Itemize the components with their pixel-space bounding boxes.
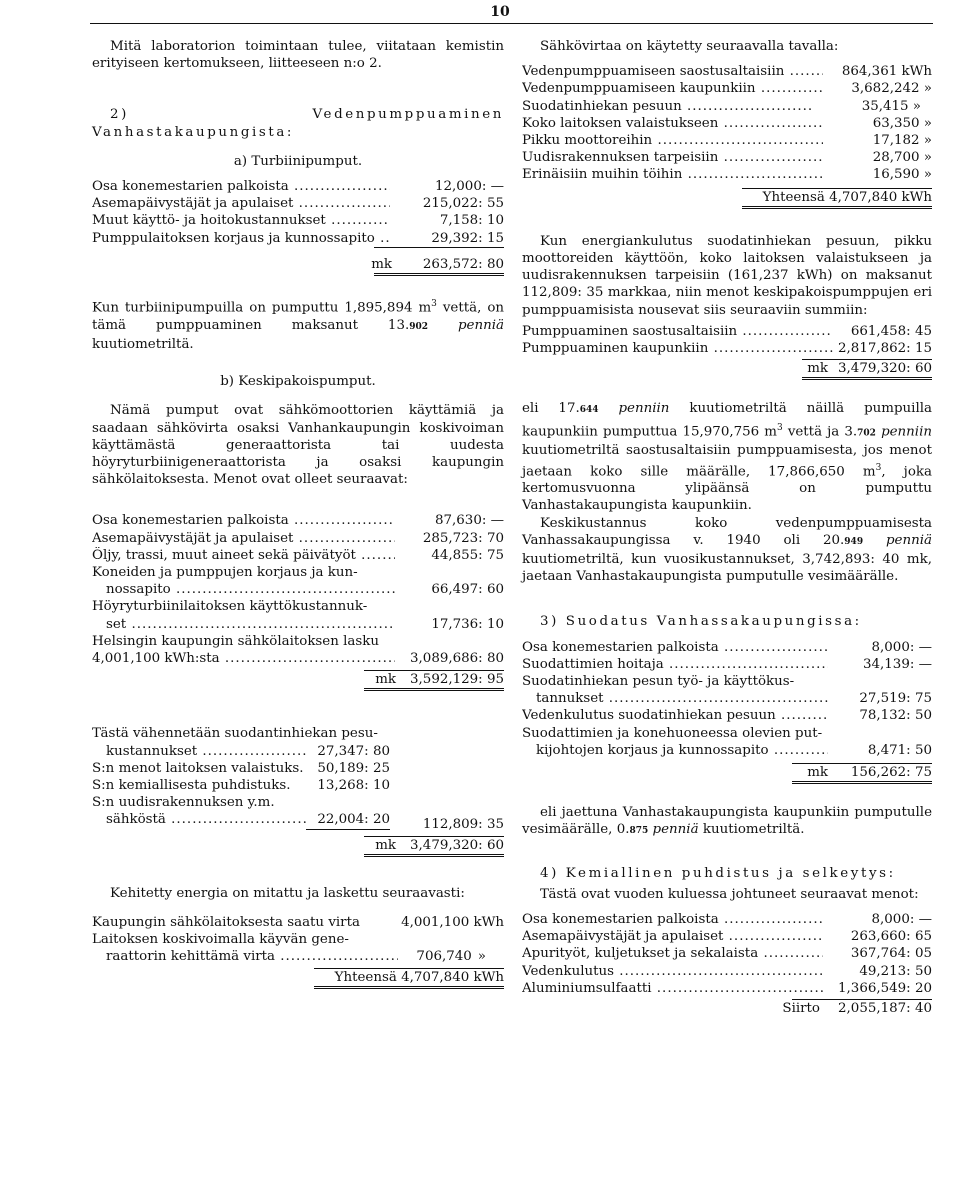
section-4-subheading: Tästä ovat vuoden kuluessa johtuneet seuraavat menot: [540,886,919,902]
list-item: Erinäisiin muihin töihin ..... 16,590 » [522,166,932,183]
turbine-cost-text: Kun turbiinipumpuilla on pumputtu 1,895,894 $m^3$ vettä, on tämä pumppuaminen maksanut 13.902 penniä kuutiometriltä. [92,299,504,352]
list-item: Pumppuaminen saostusaltaisiin ..... 661,458: 45 [522,323,932,340]
list-item: Osa konemestarien palkoista ..... 8,000: — [522,911,932,928]
centrifugal-cost-list [92,512,504,667]
energy-heading: Kehitetty energia on mitattu ja laskettu seuraavasti: [110,885,465,901]
list-item: set ..... 17,736: 10 [92,616,504,633]
list-item: Osa konemestarien palkoista ..... 87,630: — [92,512,504,529]
list-item: Osa konemestarien palkoista ..... 12,000: — [92,178,504,195]
list-item: Osa konemestarien palkoista ..... 8,000: — [522,639,932,656]
energy-total: Yhteensä 4,707,840 kWh [334,969,504,985]
filtration-cost-list [522,639,932,759]
intro-paragraph: Mitä laboratorion toimintaan tulee, viitataan kemistin erityiseen kertomukseen, liitteeseen n:o 2. [92,39,504,72]
list-item: Vedenpumppuamiseen saostusaltaisiin ..... 864,361 kWh [522,63,932,80]
section-2-heading: 2) Vedenpumppuaminen Vanhastakaupungista: [92,107,504,140]
list-item: Pumppulaitoksen korjaus ja kunnossapito ..... 29,392: 15 [92,230,504,247]
list-item: Asemapäivystäjät ja apulaiset ..... 285,723: 70 [92,530,504,547]
carry-forward: Siirto 2,055,187: 40 [782,1001,932,1017]
list-item: Koko laitoksen valaistukseen ..... 63,350 » [522,115,932,132]
list-item: Öljy, trassi, muut aineet sekä päivätyöt ..... 44,855: 75 [92,547,504,564]
section-2b-heading: b) Keskipakoispumput. [220,374,376,390]
split-total: mk 3,479,320: 60 [807,361,932,377]
list-item: Vedenpumppuamiseen kaupunkiin ..... 3,682,242 » [522,80,932,97]
list-item: Suodatinhiekan pesun työ- ja käyttökus- [522,674,795,690]
list-item: Apurityöt, kuljetukset ja sekalaista ..... 367,764: 05 [522,945,932,962]
section-2a-heading: a) Turbiinipumput. [233,153,363,169]
list-item: Aluminiumsulfaatti ..... 1,366,549: 20 [522,980,932,997]
turbine-cost-list [92,178,504,247]
left-column [92,38,504,989]
section-3-heading: 3) Suodatus Vanhassakaupungissa: [540,614,862,630]
usage-list [522,63,932,183]
list-item: Asemapäivystäjät ja apulaiset ..... 215,022: 55 [92,195,504,212]
list-item: Suodattimien hoitaja ..... 34,139: — [522,656,932,673]
list-item: Pikku moottoreihin ..... 17,182 » [522,132,932,149]
centrifugal-total: mk 3,592,129: 95 [375,672,504,688]
list-item: Pumppuaminen kaupunkiin ..... 2,817,862: 15 [522,340,932,357]
deduction-list: Tästä vähennetään suodantinhiekan pesu- kustannukset ..... 27,347: 80 S:n menot laitoksen valaistuks. 50,189: 25 S:n kemiallisesta puhdistuks. 13,268: 10 S:n uudisrakennuksen y.m. sähköstä ..... 22,004: 20 112,809: 35 [92,725,504,829]
filtration-cost-text: eli jaettuna Vanhastakaupungista kaupunkiin pumputulle vesimäärälle, 0.875 penniä kuutiometriltä. [522,805,932,838]
centrifugal-text: Nämä pumput ovat sähkömoottorien käyttämiä ja saadaan sähkövirta osaksi Vanhankaupungin koskivoiman käyttämästä generaattorista tai uudesta höyryturbiinigeneraattorista ja osaksi kaupungin sähkölaitoksesta. Menot ovat olleet seuraavat: [92,403,504,488]
right-column [522,38,932,1017]
usage-total: Yhteensä 4,707,840 kWh [762,189,932,205]
average-cost-text: Keskikustannus koko vedenpumppuamisesta Vanhassakaupungissa v. 1940 oli 20.949 penniä kuutiometriltä, kun vuosikustannukset, 3,742,893: 40 mk, jaetaan Vanhastakaupungista pumputulle vesimäärälle. [522,515,932,585]
list-item: Uudisrakennuksen tarpeisiin ..... 28,700 » [522,149,932,166]
page-number: 10 [490,4,510,20]
list-item: Suodattimien ja konehuoneessa olevien put- [522,725,823,741]
filtration-total: mk 156,262: 75 [807,765,932,781]
energy-paragraph: Kun energiankulutus suodatinhiekan pesuun, pikku moottoreiden käyttöön, koko laitoksen valaistukseen ja uudisrakennuksen tarpeisiin (161,237 kWh) on maksanut 112,809: 35 markkaa, niin menot keskipakoispumppujen eri pumppuamisista nousevat siis seuraaviin summiin: [522,233,932,318]
list-item: 4,001,100 kWh:sta ..... 3,089,686: 80 [92,650,504,667]
header-rule [90,23,933,24]
cost-per-cubic-text: eli 17.644 penniin kuutiometriltä näillä pumpuilla kaupunkiin pumputtua 15,970,756 $m^3$ vettä ja 3.702 penniin kuutiometriltä saostusaltaisiin pumppuamisesta, jos menot jaetaan koko sille määrälle, 17,866,650 $m^3$, joka kertomusvuonna ylipäänsä on pumputtu Vanhastakaupungista kaupunkiin. [522,401,932,514]
chemical-cost-list [522,911,932,997]
list-item: kijohtojen korjaus ja kunnossapito ..... 8,471: 50 [522,742,932,759]
list-item: tannukset ..... 27,519: 75 [522,690,932,707]
net-total: mk 3,479,320: 60 [375,837,504,853]
list-item: Helsingin kaupungin sähkölaitoksen lasku [92,633,379,649]
list-item: Muut käyttö- ja hoitokustannukset ..... 7,158: 10 [92,212,504,229]
list-item: nossapito ..... 66,497: 60 [92,581,504,598]
list-item: Suodatinhiekan pesuun ..... 35,415 » [522,98,932,115]
list-item: Koneiden ja pumppujen korjaus ja kun- [92,564,358,580]
split-list [522,323,932,357]
list-item: Asemapäivystäjät ja apulaiset ..... 263,660: 65 [522,928,932,945]
list-item: Vedenkulutus suodatinhiekan pesuun ..... 78,132: 50 [522,707,932,724]
usage-heading: Sähkövirtaa on käytetty seuraavalla tavalla: [540,39,839,54]
energy-list: Kaupungin sähkölaitoksesta saatu virta 4,001,100 kWh Laitoksen koskivoimalla käyvän gene- raattorin kehittämä virta ..... 706,740 » [92,914,504,966]
section-4-heading: 4) Kemiallinen puhdistus ja selkeytys: [540,865,896,881]
list-item: Höyryturbiinilaitoksen käyttökustannuk- [92,599,368,615]
list-item: Vedenkulutus ..... 49,213: 50 [522,963,932,980]
turbine-total: mk 263,572: 80 [371,256,504,272]
